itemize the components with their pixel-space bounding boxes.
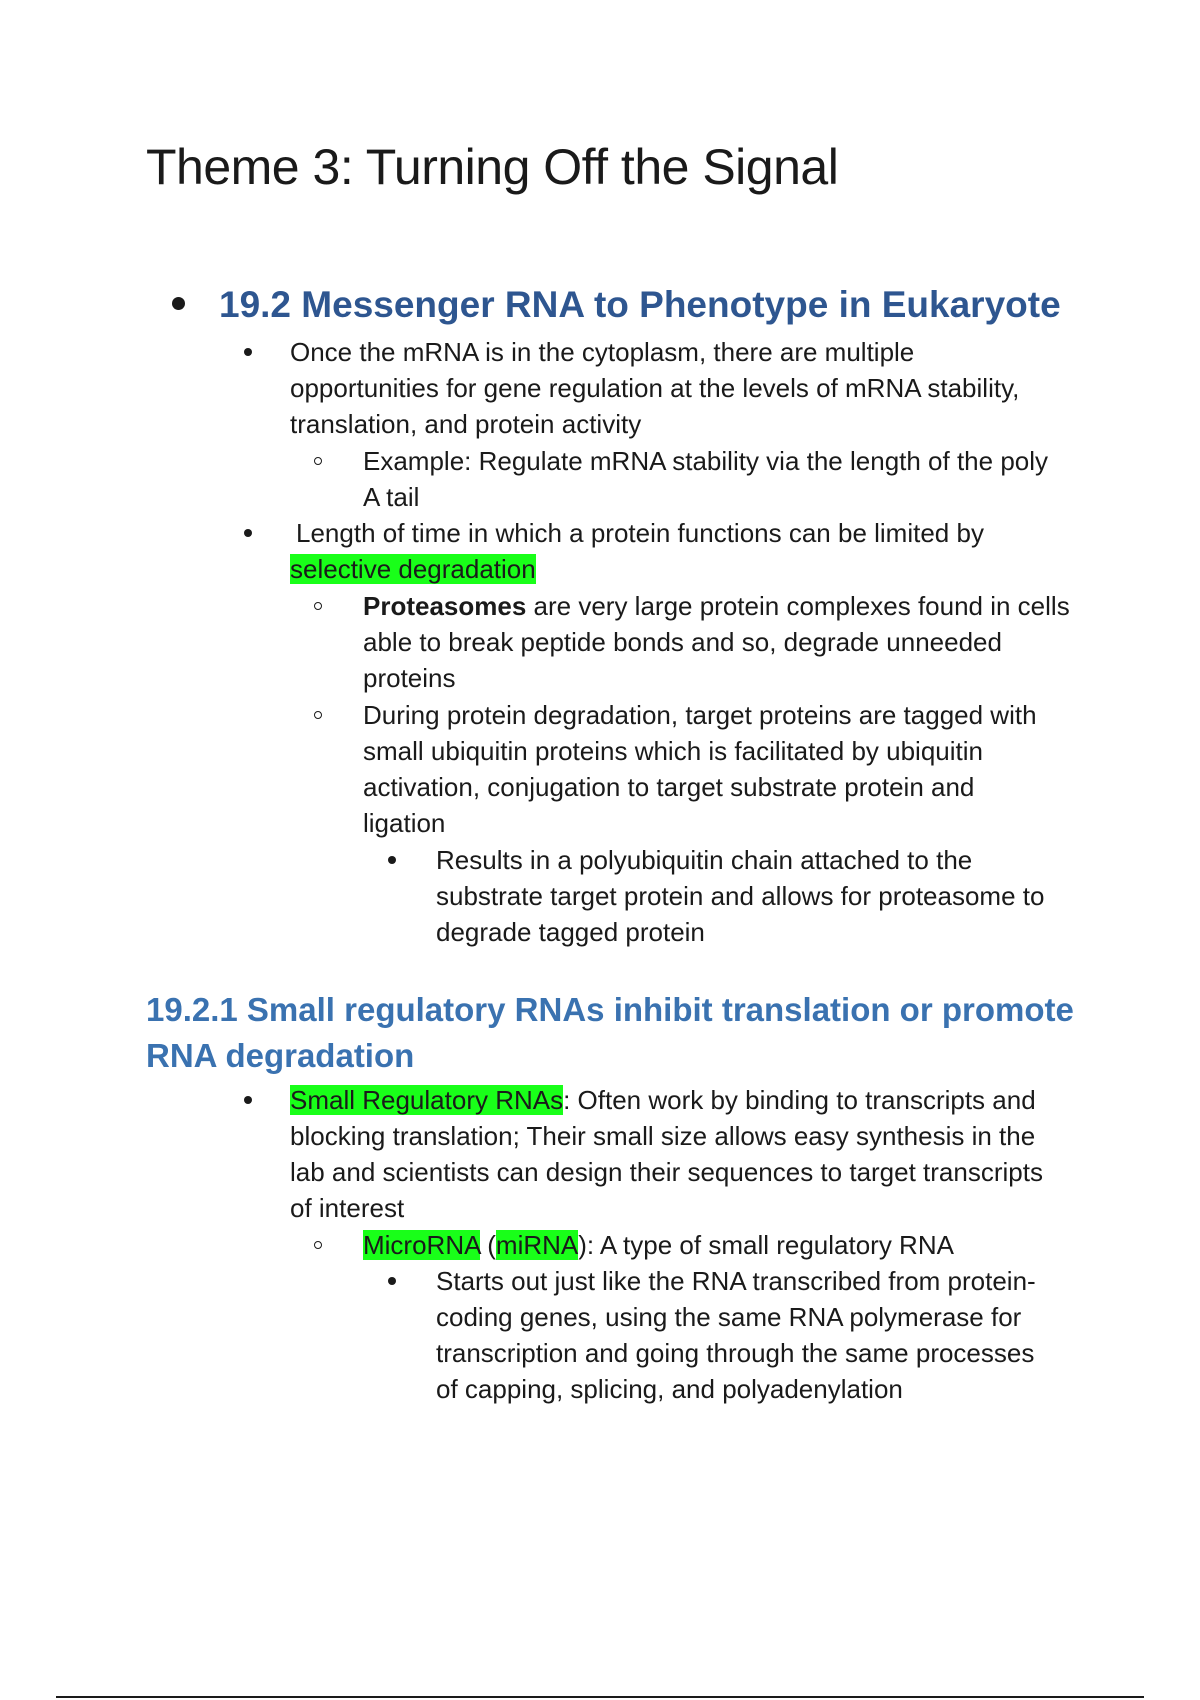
list-item-text: substrate target protein and allows for proteasome to <box>436 881 1045 911</box>
bullet-disc-icon <box>388 1277 396 1285</box>
highlighted-term: MicroRNA <box>363 1230 481 1260</box>
section-heading-19-2: 19.2 Messenger RNA to Phenotype in Eukaryote <box>219 284 1061 325</box>
list-item-text: A tail <box>363 482 420 512</box>
list-item-text: coding genes, using the same RNA polymerase for <box>436 1302 1022 1332</box>
list-item-text: Small Regulatory RNAs: Often work by binding to transcripts and <box>290 1085 1036 1115</box>
footer-rule <box>56 1696 1144 1698</box>
bullet-circle-icon <box>314 1241 322 1249</box>
highlighted-term: miRNA <box>495 1230 579 1260</box>
list-item-text: Results in a polyubiquitin chain attached to the <box>436 845 973 875</box>
list-item-text: Proteasomes are very large protein complexes found in cells <box>363 591 1070 621</box>
list-item-text: small ubiquitin proteins which is facilitated by ubiquitin <box>363 736 983 766</box>
bullet-circle-icon <box>314 602 322 610</box>
list-item-text: activation, conjugation to target substrate protein and <box>363 772 975 802</box>
list-item-text: of capping, splicing, and polyadenylation <box>436 1374 903 1404</box>
section-heading-19-2-1: 19.2.1 Small regulatory RNAs inhibit translation or promote <box>146 991 1074 1028</box>
list-item-text: degrade tagged protein <box>436 917 705 947</box>
list-item-text: transcription and going through the same processes <box>436 1338 1035 1368</box>
list-item-text: MicroRNA (miRNA): A type of small regulatory RNA <box>363 1230 954 1260</box>
list-item-text: Once the mRNA is in the cytoplasm, there are multiple <box>290 337 915 367</box>
highlighted-term: Small Regulatory RNAs <box>290 1085 564 1115</box>
list-item-text: ligation <box>363 808 446 838</box>
list-item-text: Example: Regulate mRNA stability via the length of the poly <box>363 446 1049 476</box>
list-item-text: Starts out just like the RNA transcribed from protein- <box>436 1266 1036 1296</box>
list-item-text: During protein degradation, target proteins are tagged with <box>363 700 1037 730</box>
bullet-disc-icon <box>172 297 185 310</box>
list-item-text: opportunities for gene regulation at the levels of mRNA stability, <box>290 373 1020 403</box>
list-item-text: proteins <box>363 663 456 693</box>
bullet-circle-icon <box>314 457 322 465</box>
list-item-text: lab and scientists can design their sequences to target transcripts <box>290 1157 1043 1187</box>
bullet-disc-icon <box>244 529 252 537</box>
list-item-text: translation, and protein activity <box>290 409 642 439</box>
list-item-text: Length of time in which a protein functions can be limited by <box>296 518 984 548</box>
bullet-disc-icon <box>244 348 252 356</box>
page-title: Theme 3: Turning Off the Signal <box>146 139 839 195</box>
bullet-circle-icon <box>314 711 322 719</box>
list-item-text: able to break peptide bonds and so, degrade unneeded <box>363 627 1002 657</box>
bullet-disc-icon <box>244 1096 252 1104</box>
list-item-text: of interest <box>290 1193 405 1223</box>
bold-term: Proteasomes <box>363 591 527 621</box>
bullet-disc-icon <box>388 856 396 864</box>
section-heading-19-2-1: RNA degradation <box>146 1037 415 1074</box>
highlighted-term: selective degradation <box>290 554 536 584</box>
list-item-text: blocking translation; Their small size allows easy synthesis in the <box>290 1121 1036 1151</box>
